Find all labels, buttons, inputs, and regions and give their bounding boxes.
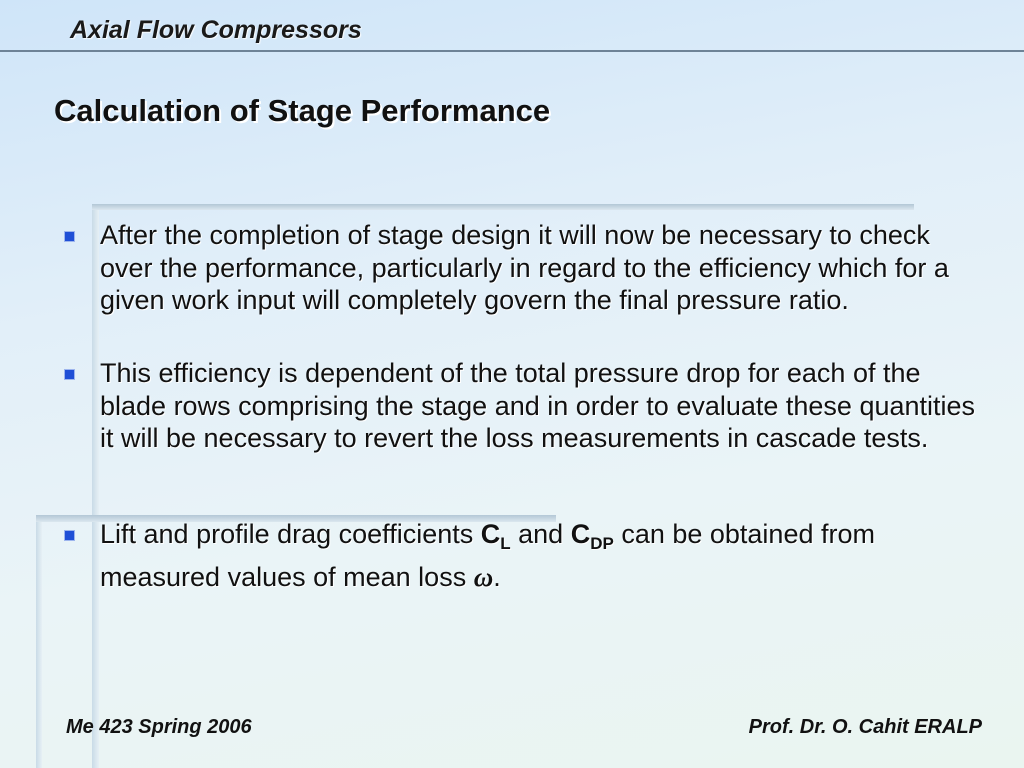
bullet-text: After the completion of stage design it will now be necessary to check over the performance, particularly in regard to the efficiency which for a given work input will completely govern the final pressure ratio.	[100, 220, 949, 315]
bullet-text-part: and	[510, 519, 571, 549]
symbol-subscript: L	[500, 534, 511, 553]
decorative-bar-top	[92, 204, 914, 210]
slide-title: Calculation of Stage Performance	[54, 93, 551, 128]
header-title: Axial Flow Compressors	[70, 16, 362, 44]
symbol-letter: C	[570, 519, 591, 549]
square-bullet-icon	[64, 530, 75, 541]
square-bullet-icon	[64, 231, 75, 242]
bullet-item	[62, 357, 980, 455]
square-bullet-icon	[64, 369, 75, 380]
omega-symbol: ω	[473, 561, 494, 592]
decorative-bar-vertical-left	[36, 522, 42, 768]
footer-course: Me 423 Spring 2006	[66, 716, 252, 738]
bullet-text	[100, 518, 980, 593]
bullet-item	[62, 518, 980, 593]
bullet-text-part: Lift and profile drag coefficients	[100, 519, 481, 549]
bullet-text-part: .	[493, 561, 501, 592]
bullet-item	[62, 219, 980, 317]
bullet-text-part: can be obtained from measured values of mean loss	[100, 519, 875, 592]
lift-coefficient-symbol	[480, 519, 511, 553]
header-rule	[0, 50, 1024, 52]
drag-coefficient-symbol	[570, 519, 614, 553]
symbol-letter: C	[480, 519, 501, 549]
bullet-text: This efficiency is dependent of the total pressure drop for each of the blade rows comprising the stage and in order to evaluate these quantities it will be necessary to revert the loss measurements in cascade tests.	[100, 358, 976, 453]
symbol-subscript: DP	[590, 534, 614, 553]
footer-author: Prof. Dr. O. Cahit ERALP	[748, 716, 982, 738]
